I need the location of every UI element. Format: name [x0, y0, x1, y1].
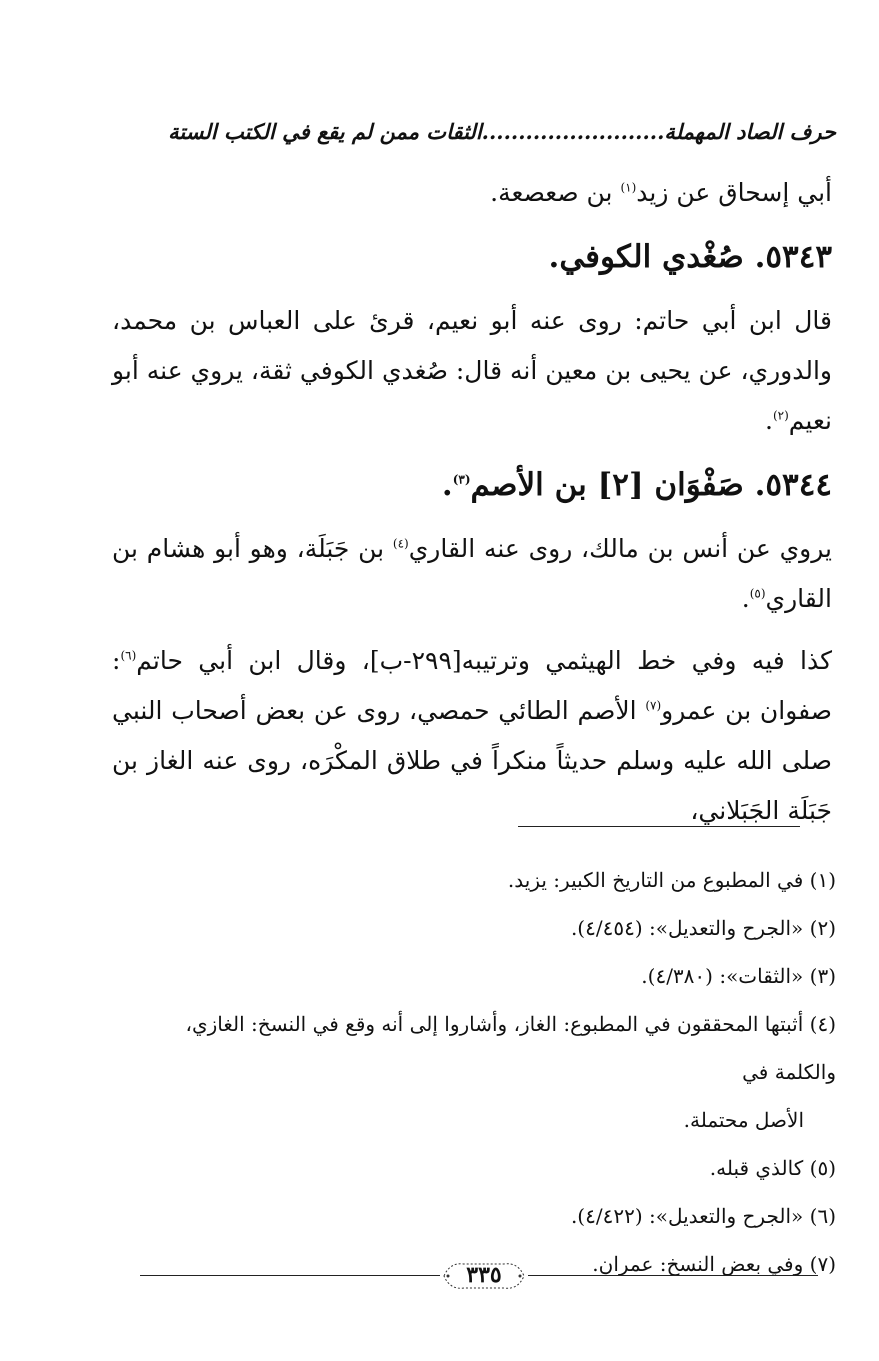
footnote-separator	[518, 826, 800, 827]
footnote: (٢) «الجرح والتعديل»: (٤/٤٥٤).	[570, 916, 836, 940]
text-span: الأصم الطائي حمصي، روى عن بعض أصحاب النبي صلى الله عليه وسلم حديثاً منكراً في طلاق المكْرَه، روى عنه الغاز بن جَبَلَة الجَبَلاني،	[112, 696, 832, 825]
text-span: .	[441, 467, 453, 503]
footnote: (٧) وفي بعض النسخ: عمران.	[592, 1252, 836, 1276]
footnote-ref: (٢)	[772, 408, 789, 423]
text-span: .	[741, 584, 750, 613]
main-text	[112, 168, 832, 836]
text-span: كذا فيه وفي خط الهيثمي وترتيبه[٢٩٩-ب]، وقال ابن أبي حاتم	[136, 646, 833, 675]
paragraph	[112, 296, 832, 446]
entry-heading-5343: ٥٣٤٣. صُغْدي الكوفي.	[548, 239, 832, 275]
entry-heading-5344	[112, 458, 832, 512]
entry-title: ٥٣٤٤. صَفْوَان [٢] بن الأصم	[470, 467, 832, 503]
text-span: يروي عن أنس بن مالك، روى عنه القاري	[408, 534, 832, 563]
page-footer	[130, 1258, 820, 1302]
footer-rule-right	[528, 1275, 818, 1276]
footnote: (٣) «الثقات»: (٤/٣٨٠).	[641, 964, 836, 988]
text-span: بن صعصعة.	[490, 178, 621, 207]
text-span: أبي إسحاق عن زيد	[636, 178, 832, 207]
footnote: (٦) «الجرح والتعديل»: (٤/٤٢٢).	[570, 1204, 836, 1228]
footnote-ref: (١)	[620, 180, 637, 195]
text-span: : صفوان بن عمرو	[112, 646, 832, 725]
paragraph	[112, 636, 832, 836]
footnote: (١) في المطبوع من التاريخ الكبير: يزيد.	[507, 868, 836, 892]
footnote: (٥) كالذي قبله.	[709, 1156, 836, 1180]
footnote: (٤) أثبتها المحققون في المطبوع: الغاز، وأشاروا إلى أنه وقع في النسخ: الغازي، والكلمة في	[185, 1012, 836, 1084]
footnote-ref: (٤)	[392, 536, 409, 551]
footnotes	[120, 856, 836, 1288]
text-line	[112, 168, 832, 218]
text-span: قال ابن أبي حاتم: روى عنه أبو نعيم، قرئ على العباس بن محمد، والدوري، عن يحيى بن معين أنه قال: صُغدي الكوفي ثقة، يروي عنه أبو نعيم	[111, 306, 832, 435]
footnote-continuation: الأصل محتملة.	[683, 1108, 804, 1132]
text-span: بن جَبَلَة، وهو أبو هشام بن القاري	[112, 534, 832, 613]
paragraph	[112, 524, 832, 624]
page-number: ٣٣٥	[466, 1262, 502, 1288]
footnote-ref: (٧)	[645, 698, 662, 713]
footnote-ref: (٣)	[452, 472, 471, 487]
running-header: حرف الصاد المهملة.........................الثقات ممن لم يقع في الكتب الستة	[168, 119, 836, 144]
footnote-ref: (٦)	[120, 648, 137, 663]
footnote-ref: (٥)	[749, 586, 766, 601]
text-span: .	[765, 406, 773, 435]
footer-rule-left	[140, 1275, 440, 1276]
